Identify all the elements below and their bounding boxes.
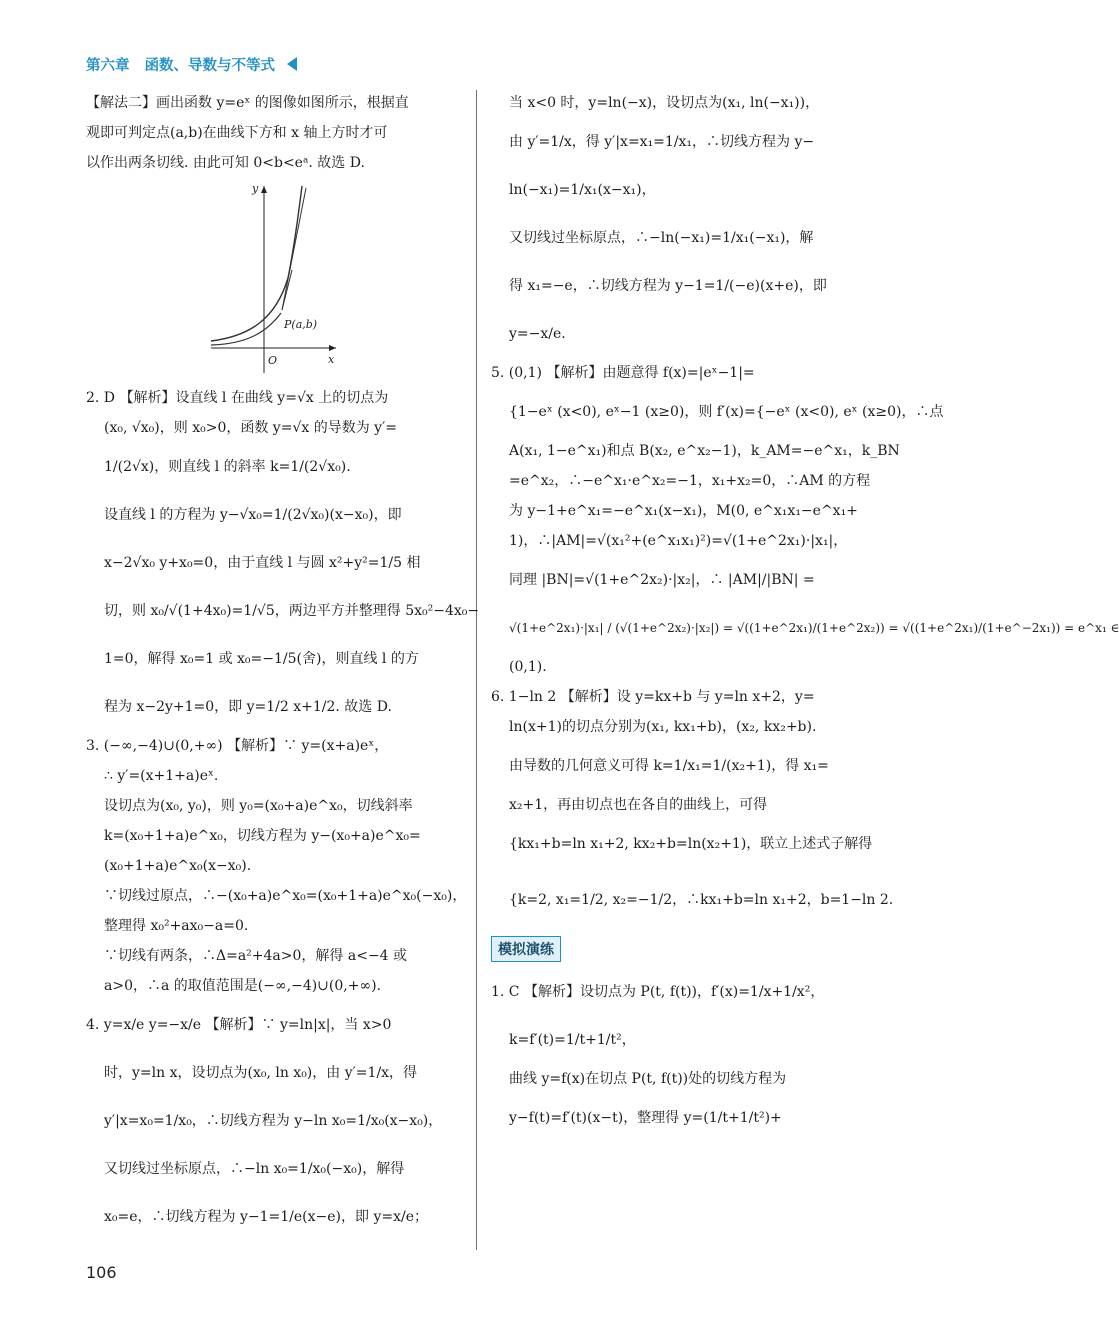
text-line: x−2√x₀ y+x₀=0，由于直线 l 与圆 x²+y²=1/5 相 xyxy=(104,555,421,571)
text-line: 同理 |BN|=√(1+e^2x₂)·|x₂|，∴ |AM|/|BN| = xyxy=(509,572,815,588)
text-line: 由 y′=1/x，得 y′|x=x₁=1/x₁，∴切线方程为 y− xyxy=(509,134,815,150)
text-line: (x₀+1+a)e^x₀(x−x₀). xyxy=(104,858,252,874)
text-line: ∵切线有两条，∴Δ=a²+4a>0，解得 a<−4 或 xyxy=(104,948,408,964)
text-line: k=f′(t)=1/t+1/t²， xyxy=(509,1032,636,1048)
section-title: 模拟演练 xyxy=(491,936,561,962)
exp-curve-figure xyxy=(86,178,461,383)
text-line: 当 x<0 时，y=ln(−x)，设切点为(x₁, ln(−x₁))， xyxy=(509,95,820,111)
text-line: y=−x/e. xyxy=(509,326,566,342)
text-line: 设直线 l 的方程为 y−√x₀=1/(2√x₀)(x−x₀)，即 xyxy=(104,507,402,523)
text-line: 以作出两条切线. 由此可知 0<b<eᵃ. 故选 D. xyxy=(86,155,365,171)
text-line: 5. (0,1) 【解析】由题意得 f(x)=|eˣ−1|= xyxy=(491,365,755,381)
chapter-label: 第六章 xyxy=(86,58,130,74)
text-line: 得 x₁=−e，∴切线方程为 y−1=1/(−e)(x+e)，即 xyxy=(509,278,827,294)
text-line: 整理得 x₀²+ax₀−a=0. xyxy=(104,918,249,934)
text-line: ln(−x₁)=1/x₁(x−x₁)， xyxy=(509,182,656,198)
text-line: a>0，∴a 的取值范围是(−∞,−4)∪(0,+∞). xyxy=(104,978,382,994)
text-line: 设切点为(x₀, y₀)，则 y₀=(x₀+a)e^x₀，切线斜率 xyxy=(104,798,413,814)
text-line: 2. D 【解析】设直线 l 在曲线 y=√x 上的切点为 xyxy=(86,390,389,406)
text-line: √(1+e^2x₁)·|x₁| / (√(1+e^2x₂)·|x₂|) = √((1+e^2x₁)/(1+e^2x₂)) = √((1+e^2x₁)/(1+e^−2x₁)) = e^x₁ ∈ xyxy=(509,621,1119,635)
column-divider xyxy=(476,90,477,1250)
text-line: y−f(t)=f′(t)(x−t)，整理得 y=(1/t+1/t²)+ xyxy=(509,1110,782,1126)
text-line: x₂+1，再由切点也在各自的曲线上，可得 xyxy=(509,797,768,813)
origin-label: O xyxy=(268,354,278,367)
text-line: {k=2, x₁=1/2, x₂=−1/2，∴kx₁+b=ln x₁+2，b=1−ln 2. xyxy=(509,892,894,908)
text-line: 又切线过坐标原点，∴−ln(−x₁)=1/x₁(−x₁)，解 xyxy=(509,230,814,246)
text-line: (0,1). xyxy=(509,659,547,675)
text-line: ln(x+1)的切点分别为(x₁, kx₁+b)，(x₂, kx₂+b). xyxy=(509,719,817,735)
text-line: 为 y−1+e^x₁=−e^x₁(x−x₁)，M(0, e^x₁x₁−e^x₁+ xyxy=(509,503,858,519)
x-axis-label: x xyxy=(328,353,335,366)
left-column xyxy=(86,88,480,1241)
text-line: 6. 1−ln 2 【解析】设 y=kx+b 与 y=ln x+2，y= xyxy=(491,689,815,705)
text-line: 1=0，解得 x₀=1 或 x₀=−1/5(舍)，则直线 l 的方 xyxy=(104,651,419,667)
text-line: {kx₁+b=ln x₁+2, kx₂+b=ln(x₂+1)，联立上述式子解得 xyxy=(509,836,873,852)
text-line: A(x₁, 1−e^x₁)和点 B(x₂, e^x₂−1)，k_AM=−e^x₁，k_BN xyxy=(509,443,900,459)
page-number: 106 xyxy=(86,1263,117,1282)
text-line: ∵切线过原点，∴−(x₀+a)e^x₀=(x₀+1+a)e^x₀(−x₀)， xyxy=(104,888,467,904)
text-line: k=(x₀+1+a)e^x₀，切线方程为 y−(x₀+a)e^x₀= xyxy=(104,828,421,844)
text-line: 由导数的几何意义可得 k=1/x₁=1/(x₂+1)，得 x₁= xyxy=(509,758,829,774)
text-line: 1/(2√x)，则直线 l 的斜率 k=1/(2√x₀). xyxy=(104,459,351,475)
figure-graph xyxy=(206,178,356,378)
text-line: 又切线过坐标原点，∴−ln x₀=1/x₀(−x₀)，解得 xyxy=(104,1161,405,1177)
chapter-title: 函数、导数与不等式 xyxy=(144,58,276,74)
text-line: y′|x=x₀=1/x₀，∴切线方程为 y−ln x₀=1/x₀(x−x₀)， xyxy=(104,1113,443,1129)
point-label: P(a,b) xyxy=(284,318,318,331)
chapter-header xyxy=(86,54,297,76)
text-line: 【解法二】画出函数 y=eˣ 的图像如图所示，根据直 xyxy=(86,95,409,111)
text-line: (x₀, √x₀)，则 x₀>0，函数 y=√x 的导数为 y′= xyxy=(104,420,397,436)
right-column xyxy=(491,88,1119,1142)
text-line: 切，则 x₀/√(1+4x₀)=1/√5，两边平方并整理得 5x₀²−4x₀− xyxy=(104,603,480,619)
text-line: 观即可判定点(a,b)在曲线下方和 x 轴上方时才可 xyxy=(86,125,388,141)
text-line: 1)，∴|AM|=√(x₁²+(e^x₁x₁)²)=√(1+e^2x₁)·|x₁|， xyxy=(509,533,848,549)
text-line: 曲线 y=f(x)在切点 P(t, f(t))处的切线方程为 xyxy=(509,1071,787,1087)
text-line: 4. y=x/e y=−x/e 【解析】∵ y=ln|x|，当 x>0 xyxy=(86,1017,392,1033)
text-line: 1. C 【解析】设切点为 P(t, f(t))，f′(x)=1/x+1/x²， xyxy=(491,984,825,1000)
text-line: {1−eˣ (x<0), eˣ−1 (x≥0)，则 f′(x)={−eˣ (x<0), eˣ (x≥0)，∴点 xyxy=(509,404,944,420)
text-line: =e^x₂，∴−e^x₁·e^x₂=−1，x₁+x₂=0，∴AM 的方程 xyxy=(509,473,871,489)
text-line: 程为 x−2y+1=0，即 y=1/2 x+1/2. 故选 D. xyxy=(104,699,392,715)
triangle-marker-icon xyxy=(287,57,297,71)
text-line: 时，y=ln x，设切点为(x₀, ln x₀)，由 y′=1/x，得 xyxy=(104,1065,418,1081)
text-line: 3. (−∞,−4)∪(0,+∞) 【解析】∵ y=(x+a)eˣ， xyxy=(86,738,389,754)
y-axis-label: y xyxy=(252,182,259,195)
text-line: ∴ y′=(x+1+a)eˣ. xyxy=(104,768,219,784)
text-line: x₀=e，∴切线方程为 y−1=1/e(x−e)，即 y=x/e； xyxy=(104,1209,428,1225)
